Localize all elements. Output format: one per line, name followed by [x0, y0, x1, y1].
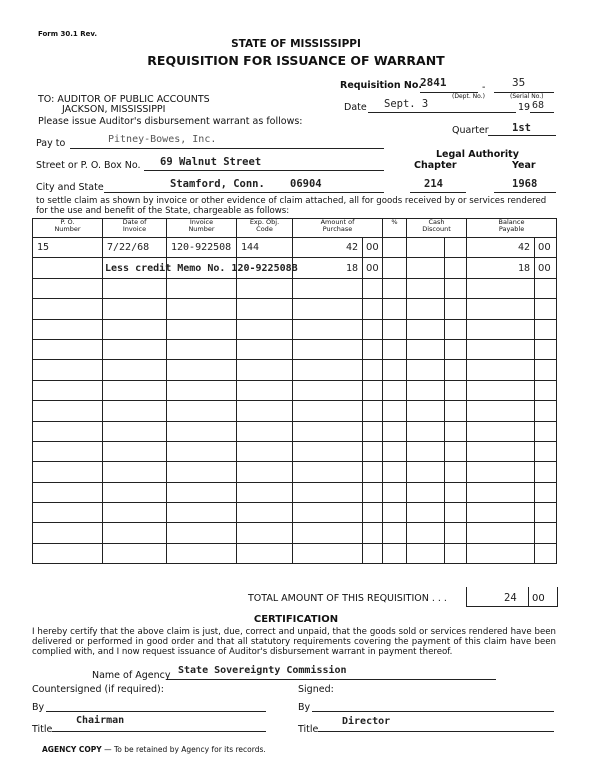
table-cell-date — [103, 319, 167, 339]
table-cell-disc_c — [445, 482, 467, 502]
table-cell-balance_c — [535, 543, 557, 563]
chapter-value: 214 — [424, 178, 443, 190]
header-invoice-date: Date of Invoice — [103, 219, 167, 238]
table-cell-pct — [383, 380, 407, 400]
table-cell-pct — [383, 299, 407, 319]
table-cell-balance_c — [535, 441, 557, 461]
table-cell-amount_d — [293, 482, 363, 502]
table-cell-balance_c — [535, 380, 557, 400]
requisition-dash: - — [482, 82, 486, 93]
table-row — [33, 462, 557, 482]
table-cell-amount_d — [293, 441, 363, 461]
table-cell-disc_c — [445, 319, 467, 339]
requisition-label: Requisition No. — [340, 80, 422, 91]
table-cell-disc_d — [407, 360, 445, 380]
table-cell-po — [33, 299, 103, 319]
table-cell-amount_d — [293, 360, 363, 380]
table-cell-po — [33, 482, 103, 502]
table-cell-pct — [383, 523, 407, 543]
table-cell-pct — [383, 482, 407, 502]
table-cell-pct — [383, 339, 407, 359]
table-row — [33, 238, 557, 258]
table-cell-amount_c — [363, 401, 383, 421]
table-cell-balance_c — [535, 503, 557, 523]
table-cell-date — [103, 503, 167, 523]
table-cell-balance_d — [467, 503, 535, 523]
table-cell-pct — [383, 462, 407, 482]
table-cell-amount_d — [293, 421, 363, 441]
table-cell-amount_d — [293, 339, 363, 359]
table-cell-date — [103, 360, 167, 380]
table-cell-invoice — [167, 360, 237, 380]
countersign-by-label: By — [32, 702, 45, 713]
table-cell-balance_d — [467, 339, 535, 359]
table-cell-disc_c — [445, 380, 467, 400]
table-cell-disc_c — [445, 299, 467, 319]
claims-table — [32, 218, 557, 564]
table-cell-amount_c — [363, 380, 383, 400]
zip-value: 06904 — [290, 178, 322, 190]
table-cell-pct — [383, 278, 407, 298]
table-cell-balance_c: 00 — [535, 258, 557, 278]
table-cell-invoice — [167, 441, 237, 461]
table-cell-amount_c — [363, 339, 383, 359]
table-cell-balance_d — [467, 523, 535, 543]
serial-number: 35 — [512, 76, 526, 89]
table-cell-po — [33, 462, 103, 482]
state-heading: STATE OF MISSISSIPPI — [231, 38, 361, 50]
table-row — [33, 543, 557, 563]
table-cell-amount_d — [293, 278, 363, 298]
table-cell-disc_c — [445, 462, 467, 482]
table-cell-pct — [383, 441, 407, 461]
table-cell-balance_d — [467, 421, 535, 441]
table-cell-code — [237, 462, 293, 482]
table-cell-pct — [383, 238, 407, 258]
table-cell-balance_c — [535, 339, 557, 359]
table-cell-balance_c — [535, 319, 557, 339]
header-percent: % — [383, 219, 407, 238]
table-cell-invoice — [167, 503, 237, 523]
table-cell-disc_d — [407, 278, 445, 298]
signed-label: Signed: — [298, 684, 334, 695]
footer-note: AGENCY COPY — To be retained by Agency for its records. — [42, 745, 266, 754]
table-cell-invoice: 120-922508 — [167, 238, 237, 258]
table-cell-code — [237, 299, 293, 319]
countersign-title-label: Title — [32, 724, 53, 735]
table-cell-disc_d — [407, 523, 445, 543]
city-label: City and State — [36, 182, 104, 193]
form-number: Form 30.1 Rev. — [38, 30, 97, 38]
table-cell-balance_d — [467, 462, 535, 482]
sign-by-label: By — [298, 702, 311, 713]
table-cell-po — [33, 441, 103, 461]
table-cell-amount_c: 00 — [363, 258, 383, 278]
table-cell-disc_c — [445, 339, 467, 359]
table-cell-disc_c — [445, 543, 467, 563]
table-cell-balance_c — [535, 299, 557, 319]
table-cell-date — [103, 421, 167, 441]
sign-title-value: Director — [342, 716, 391, 727]
table-row — [33, 401, 557, 421]
table-cell-date — [103, 523, 167, 543]
header-cash-discount: Cash Discount — [407, 219, 467, 238]
addressee-line3: Please issue Auditor's disbursement warrant as follows: — [38, 116, 303, 127]
table-cell-invoice — [167, 401, 237, 421]
table-cell-pct — [383, 360, 407, 380]
table-cell-pct — [383, 543, 407, 563]
table-cell-invoice — [167, 523, 237, 543]
table-cell-balance_c — [535, 462, 557, 482]
table-cell-invoice — [167, 339, 237, 359]
table-cell-code — [237, 503, 293, 523]
table-cell-po — [33, 503, 103, 523]
table-cell-invoice — [167, 278, 237, 298]
table-cell-amount_d: 42 — [293, 238, 363, 258]
quarter-value: 1st — [512, 122, 531, 134]
table-cell-disc_d — [407, 482, 445, 502]
table-cell-date — [103, 441, 167, 461]
certification-title: CERTIFICATION — [253, 614, 339, 625]
table-cell-po — [33, 421, 103, 441]
street-value: 69 Walnut Street — [160, 156, 262, 168]
table-cell-date — [103, 380, 167, 400]
table-cell-date — [103, 482, 167, 502]
table-cell-disc_d — [407, 441, 445, 461]
table-row — [33, 482, 557, 502]
table-cell-date — [103, 543, 167, 563]
claim-text: to settle claim as shown by invoice or other evidence of claim attached, all for goods received by or services rendered for the use and benefit of the State, chargeable as follows: — [36, 196, 547, 216]
table-cell-code — [237, 543, 293, 563]
table-cell-amount_d — [293, 299, 363, 319]
total-dollars: 24 — [504, 592, 517, 604]
table-cell-disc_d — [407, 238, 445, 258]
table-cell-po — [33, 543, 103, 563]
header-balance: Balance Payable — [467, 219, 557, 238]
table-cell-date: 7/22/68 — [103, 238, 167, 258]
table-cell-amount_d — [293, 380, 363, 400]
table-cell-code — [237, 278, 293, 298]
date-value: Sept. 3 — [384, 98, 429, 110]
table-cell-balance_d — [467, 278, 535, 298]
table-cell-balance_d — [467, 360, 535, 380]
table-cell-disc_d — [407, 503, 445, 523]
table-cell-balance_c — [535, 523, 557, 543]
table-cell-code — [237, 421, 293, 441]
table-cell-amount_c: 00 — [363, 238, 383, 258]
table-cell-po — [33, 360, 103, 380]
table-cell-amount_d — [293, 319, 363, 339]
agency-label: Name of Agency — [92, 670, 171, 681]
table-cell-code — [237, 401, 293, 421]
countersigned-label: Countersigned (if required): — [32, 684, 164, 695]
table-cell-disc_c — [445, 360, 467, 380]
table-row — [33, 441, 557, 461]
table-cell-amount_c — [363, 482, 383, 502]
pay-to-value: Pitney-Bowes, Inc. — [108, 134, 217, 145]
table-cell-disc_c — [445, 238, 467, 258]
table-cell-amount_d — [293, 543, 363, 563]
table-cell-balance_d: 18 — [467, 258, 535, 278]
form-title: REQUISITION FOR ISSUANCE OF WARRANT — [147, 53, 445, 68]
table-cell-code — [237, 360, 293, 380]
table-cell-disc_d — [407, 380, 445, 400]
table-cell-balance_d — [467, 299, 535, 319]
table-cell-code: 144 — [237, 238, 293, 258]
table-cell-po — [33, 380, 103, 400]
table-cell-amount_c — [363, 462, 383, 482]
table-cell-po — [33, 258, 103, 278]
table-cell-amount_d — [293, 503, 363, 523]
header-exp-code: Exp. Obj. Code — [237, 219, 293, 238]
total-cents: 00 — [532, 593, 545, 604]
addressee-line1: TO: AUDITOR OF PUBLIC ACCOUNTS — [38, 94, 210, 105]
table-cell-disc_c — [445, 503, 467, 523]
header-po: P. O. Number — [33, 219, 103, 238]
table-cell-code — [237, 523, 293, 543]
table-cell-amount_c — [363, 319, 383, 339]
table-row — [33, 299, 557, 319]
table-cell-amount_c — [363, 543, 383, 563]
table-cell-invoice — [167, 319, 237, 339]
table-row — [33, 421, 557, 441]
table-row — [33, 319, 557, 339]
table-cell-code — [237, 339, 293, 359]
chapter-label: Chapter — [414, 160, 457, 171]
quarter-label: Quarter — [452, 125, 489, 136]
table-cell-date — [103, 462, 167, 482]
table-cell-po — [33, 278, 103, 298]
table-cell-po — [33, 401, 103, 421]
street-label: Street or P. O. Box No. — [36, 160, 141, 171]
table-cell-pct — [383, 401, 407, 421]
table-cell-disc_d — [407, 462, 445, 482]
total-label: TOTAL AMOUNT OF THIS REQUISITION . . . — [248, 593, 447, 604]
table-cell-po — [33, 523, 103, 543]
table-cell-balance_d — [467, 543, 535, 563]
table-cell-disc_d — [407, 401, 445, 421]
table-cell-invoice — [167, 462, 237, 482]
header-invoice-number: Invoice Number — [167, 219, 237, 238]
table-cell-disc_d — [407, 299, 445, 319]
table-cell-balance_d: 42 — [467, 238, 535, 258]
table-cell-date — [103, 299, 167, 319]
table-cell-po: 15 — [33, 238, 103, 258]
table-cell-balance_d — [467, 401, 535, 421]
city-value: Stamford, Conn. — [170, 178, 265, 190]
table-cell-amount_c — [363, 523, 383, 543]
table-cell-amount_d — [293, 462, 363, 482]
table-cell-balance_d — [467, 441, 535, 461]
serial-caption: (Serial No.) — [510, 93, 544, 100]
table-cell-balance_c — [535, 421, 557, 441]
table-cell-amount_d: 18 — [293, 258, 363, 278]
table-cell-balance_c: 00 — [535, 238, 557, 258]
table-cell-balance_d — [467, 319, 535, 339]
table-cell-date — [103, 278, 167, 298]
table-cell-balance_c — [535, 360, 557, 380]
table-cell-disc_c — [445, 258, 467, 278]
table-cell-disc_c — [445, 401, 467, 421]
table-cell-pct — [383, 319, 407, 339]
table-cell-balance_c — [535, 482, 557, 502]
table-cell-date — [103, 339, 167, 359]
table-cell-invoice — [167, 380, 237, 400]
table-cell-invoice — [167, 543, 237, 563]
table-cell-balance_d — [467, 380, 535, 400]
table-cell-po — [33, 339, 103, 359]
table-cell-disc_d — [407, 421, 445, 441]
table-cell-code — [237, 482, 293, 502]
table-cell-disc_c — [445, 441, 467, 461]
table-cell-disc_c — [445, 278, 467, 298]
header-amount: Amount of Purchase — [293, 219, 383, 238]
table-cell-amount_c — [363, 441, 383, 461]
table-row — [33, 339, 557, 359]
table-cell-amount_c — [363, 360, 383, 380]
authority-year-label: Year — [512, 160, 536, 171]
certification-text: I hereby certify that the above claim is just, due, correct and unpaid, that the goods sold or services rendered have been delivered or performed in good order and that all statutory requirements covering the payment of this claim have been complied with, and I now request issuance of Auditor's disbursement warrant in payment thereof. — [32, 627, 556, 657]
table-cell-amount_c — [363, 421, 383, 441]
dept-number: 2841 — [420, 76, 447, 89]
sign-title-label: Title — [298, 724, 319, 735]
table-row — [33, 360, 557, 380]
table-cell-po — [33, 319, 103, 339]
addressee-line2: JACKSON, MISSISSIPPI — [62, 104, 166, 115]
table-cell-invoice — [167, 421, 237, 441]
table-cell-disc_c — [445, 421, 467, 441]
year-value: 68 — [532, 100, 545, 111]
authority-year-value: 1968 — [512, 178, 538, 190]
table-cell-code — [237, 441, 293, 461]
table-cell-disc_d — [407, 319, 445, 339]
table-cell-code — [237, 380, 293, 400]
date-label: Date — [344, 102, 367, 113]
year-prefix: 19 — [518, 102, 531, 113]
table-cell-amount_d — [293, 523, 363, 543]
agency-value: State Sovereignty Commission — [178, 665, 347, 676]
table-cell-pct — [383, 421, 407, 441]
table-cell-amount_c — [363, 503, 383, 523]
table-row — [33, 258, 557, 278]
table-cell-disc_d — [407, 258, 445, 278]
table-row — [33, 503, 557, 523]
table-cell-pct — [383, 503, 407, 523]
table-row — [33, 278, 557, 298]
table-cell-amount_d — [293, 401, 363, 421]
pay-to-label: Pay to — [36, 138, 66, 149]
table-row — [33, 380, 557, 400]
table-cell-code — [237, 319, 293, 339]
table-cell-invoice — [167, 482, 237, 502]
table-cell-invoice: Less credit Memo No. 120-922508B — [167, 258, 237, 278]
dept-caption: (Dept. No.) — [452, 93, 485, 100]
table-cell-date — [103, 401, 167, 421]
table-cell-balance_d — [467, 482, 535, 502]
table-cell-balance_c — [535, 401, 557, 421]
table-cell-balance_c — [535, 278, 557, 298]
table-cell-amount_c — [363, 299, 383, 319]
table-row — [33, 523, 557, 543]
countersign-title-value: Chairman — [76, 715, 125, 726]
table-cell-disc_c — [445, 523, 467, 543]
legal-authority-title: Legal Authority — [436, 149, 519, 160]
table-cell-disc_d — [407, 543, 445, 563]
table-cell-amount_c — [363, 278, 383, 298]
table-cell-invoice — [167, 299, 237, 319]
table-cell-pct — [383, 258, 407, 278]
table-cell-disc_d — [407, 339, 445, 359]
